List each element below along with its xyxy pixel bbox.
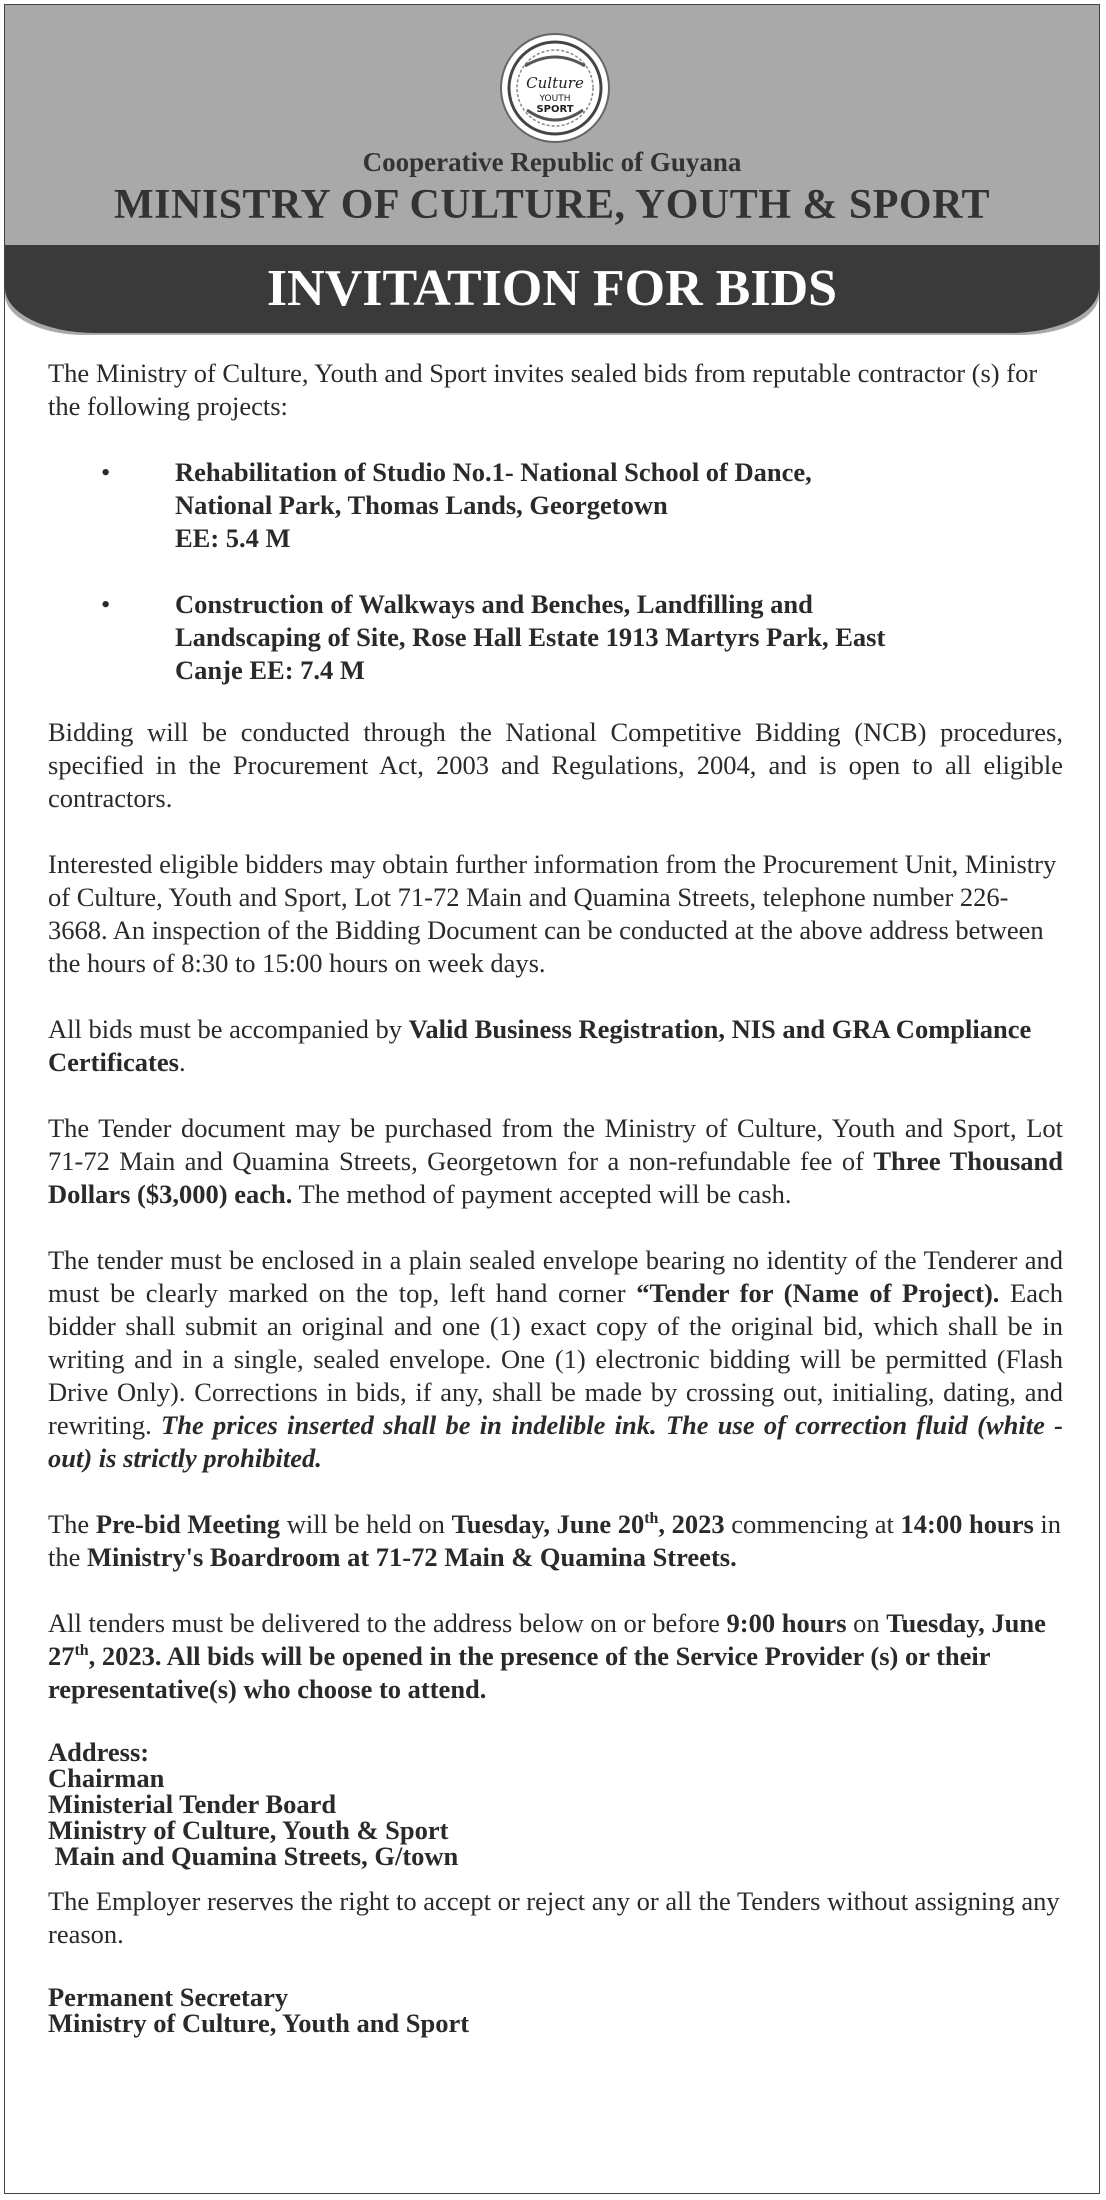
prebid-text: commencing at (724, 1509, 901, 1539)
signature-organization: Ministry of Culture, Youth and Sport (48, 2008, 470, 2038)
envelope-instructions: Each bidder shall submit an original and one (1) exact copy of the original bid, which shall be in writing and in a single, sealed envelope. One (1) electronic bidding will be permitted (Flash Drive Only). Corrections in bids, if any, shall be made by crossing out, initialing, dating, and rewriting. (48, 1278, 1063, 1440)
logo-text-youth: YOUTH (539, 94, 571, 104)
delivery-opening-note: , 2023. All bids will be opened in the presence of the Service Provider (s) or their representative(s) who choose to attend. (48, 1641, 991, 1704)
header (5, 5, 1099, 335)
project-list (48, 456, 1063, 687)
ministry-logo-emblem (502, 35, 608, 141)
prebid-location: Ministry's Boardroom at 71-72 Main & Quamina Streets. (87, 1542, 737, 1572)
prebid-text: in the (48, 1509, 1062, 1572)
accompany-bold: Valid Business Registration, NIS and GRA Compliance Certificates (48, 1014, 1032, 1077)
prebid-date-year: , 2023 (658, 1509, 725, 1539)
envelope-marking: “Tender for (Name of Project). (636, 1278, 1000, 1308)
bullet-dot: • (101, 589, 111, 619)
signature-title: Permanent Secretary (48, 1982, 289, 2012)
envelope-paragraph (48, 1244, 1063, 1475)
delivery-paragraph (48, 1607, 1063, 1706)
signature-block (48, 1984, 1063, 2036)
tender-doc-text: The Tender document may be purchased from the Ministry of Culture, Youth and Sport, Lot 71-72 Main and Quamina Streets, Georgetown for a non-refundable fee of (48, 1113, 1063, 1176)
address-line: Ministerial Tender Board (48, 1789, 337, 1819)
prebid-date (452, 1509, 725, 1539)
advertisement-frame (4, 4, 1100, 2194)
prebid-paragraph (48, 1508, 1063, 1574)
address-line: Address: (48, 1737, 150, 1767)
logo-text-sport: SPORT (536, 104, 574, 115)
project-line: Canje EE: 7.4 M (175, 655, 365, 685)
address-line: Main and Quamina Streets, G/town (48, 1841, 459, 1871)
ministry-title: MINISTRY OF CULTURE, YOUTH & SPORT (114, 182, 990, 228)
prebid-time: 14:00 hours (900, 1509, 1034, 1539)
project-line: Construction of Walkways and Benches, Landfilling and (175, 589, 813, 619)
project-item (48, 588, 1063, 687)
address-line: Chairman (48, 1763, 165, 1793)
project-line: EE: 5.4 M (175, 523, 291, 553)
project-line: Landscaping of Site, Rose Hall Estate 1913 Martyrs Park, East (175, 622, 886, 652)
project-line: Rehabilitation of Studio No.1- National School of Dance, (175, 457, 812, 487)
delivery-date-suffix: th (74, 1642, 89, 1660)
envelope-ink-warning: The prices inserted shall be in indelible ink. The use of correction fluid (white -out) is strictly prohibited. (48, 1410, 1063, 1473)
tender-doc-fee: Three Thousand Dollars ($3,000) each. (48, 1146, 1063, 1209)
bidding-paragraph: Bidding will be conducted through the National Competitive Bidding (NCB) procedures, specified in the Procurement Act, 2003 and Regulations, 2004, and is open to all eligible contractors. (48, 717, 1063, 813)
delivery-text: All tenders must be delivered to the address below on or before (48, 1608, 727, 1638)
prebid-text: will be held on (280, 1509, 452, 1539)
bullet-dot: • (101, 457, 111, 487)
republic-title: Cooperative Republic of Guyana (362, 147, 742, 177)
prebid-text: The (48, 1509, 96, 1539)
delivery-text: on (846, 1608, 887, 1638)
logo-graphic (505, 38, 605, 138)
document-body (48, 357, 1063, 2036)
delivery-time: 9:00 hours (726, 1608, 847, 1638)
invitation-banner: INVITATION FOR BIDS (5, 245, 1099, 333)
delivery-date-day: Tuesday, June 27 (48, 1608, 1046, 1671)
accompany-paragraph (48, 1013, 1063, 1079)
accompany-text: All bids must be accompanied by (48, 1014, 409, 1044)
project-item (48, 456, 1063, 555)
prebid-meeting-label: Pre-bid Meeting (95, 1509, 281, 1539)
prebid-date-day: Tuesday, June 20 (451, 1509, 645, 1539)
envelope-text: The tender must be enclosed in a plain sealed envelope bearing no identity of the Tenderer and must be clearly marked on the top, left hand corner (48, 1245, 1063, 1308)
accompany-end: . (178, 1047, 186, 1077)
reserve-paragraph: The Employer reserves the right to accept or reject any or all the Tenders without assigning any reason. (48, 1886, 1060, 1949)
logo-text-culture: Culture (526, 74, 584, 92)
prebid-date-suffix: th (644, 1510, 659, 1528)
interested-paragraph: Interested eligible bidders may obtain further information from the Procurement Unit, Ministry of Culture, Youth and Sport, Lot 71-72 Main and Quamina Streets, telephone number 226-3668. An inspection of the Bidding Document can be conducted at the above address between the hours of 8:30 to 15:00 hours on week days. (48, 849, 1057, 978)
project-line: National Park, Thomas Lands, Georgetown (175, 490, 668, 520)
address-line: Ministry of Culture, Youth & Sport (48, 1815, 449, 1845)
tender-doc-payment: The method of payment accepted will be cash. (292, 1179, 792, 1209)
tender-document-paragraph (48, 1112, 1063, 1211)
address-block (48, 1739, 1063, 1869)
intro-paragraph: The Ministry of Culture, Youth and Sport invites sealed bids from reputable contractor (s) for the following projects: (48, 358, 1038, 421)
